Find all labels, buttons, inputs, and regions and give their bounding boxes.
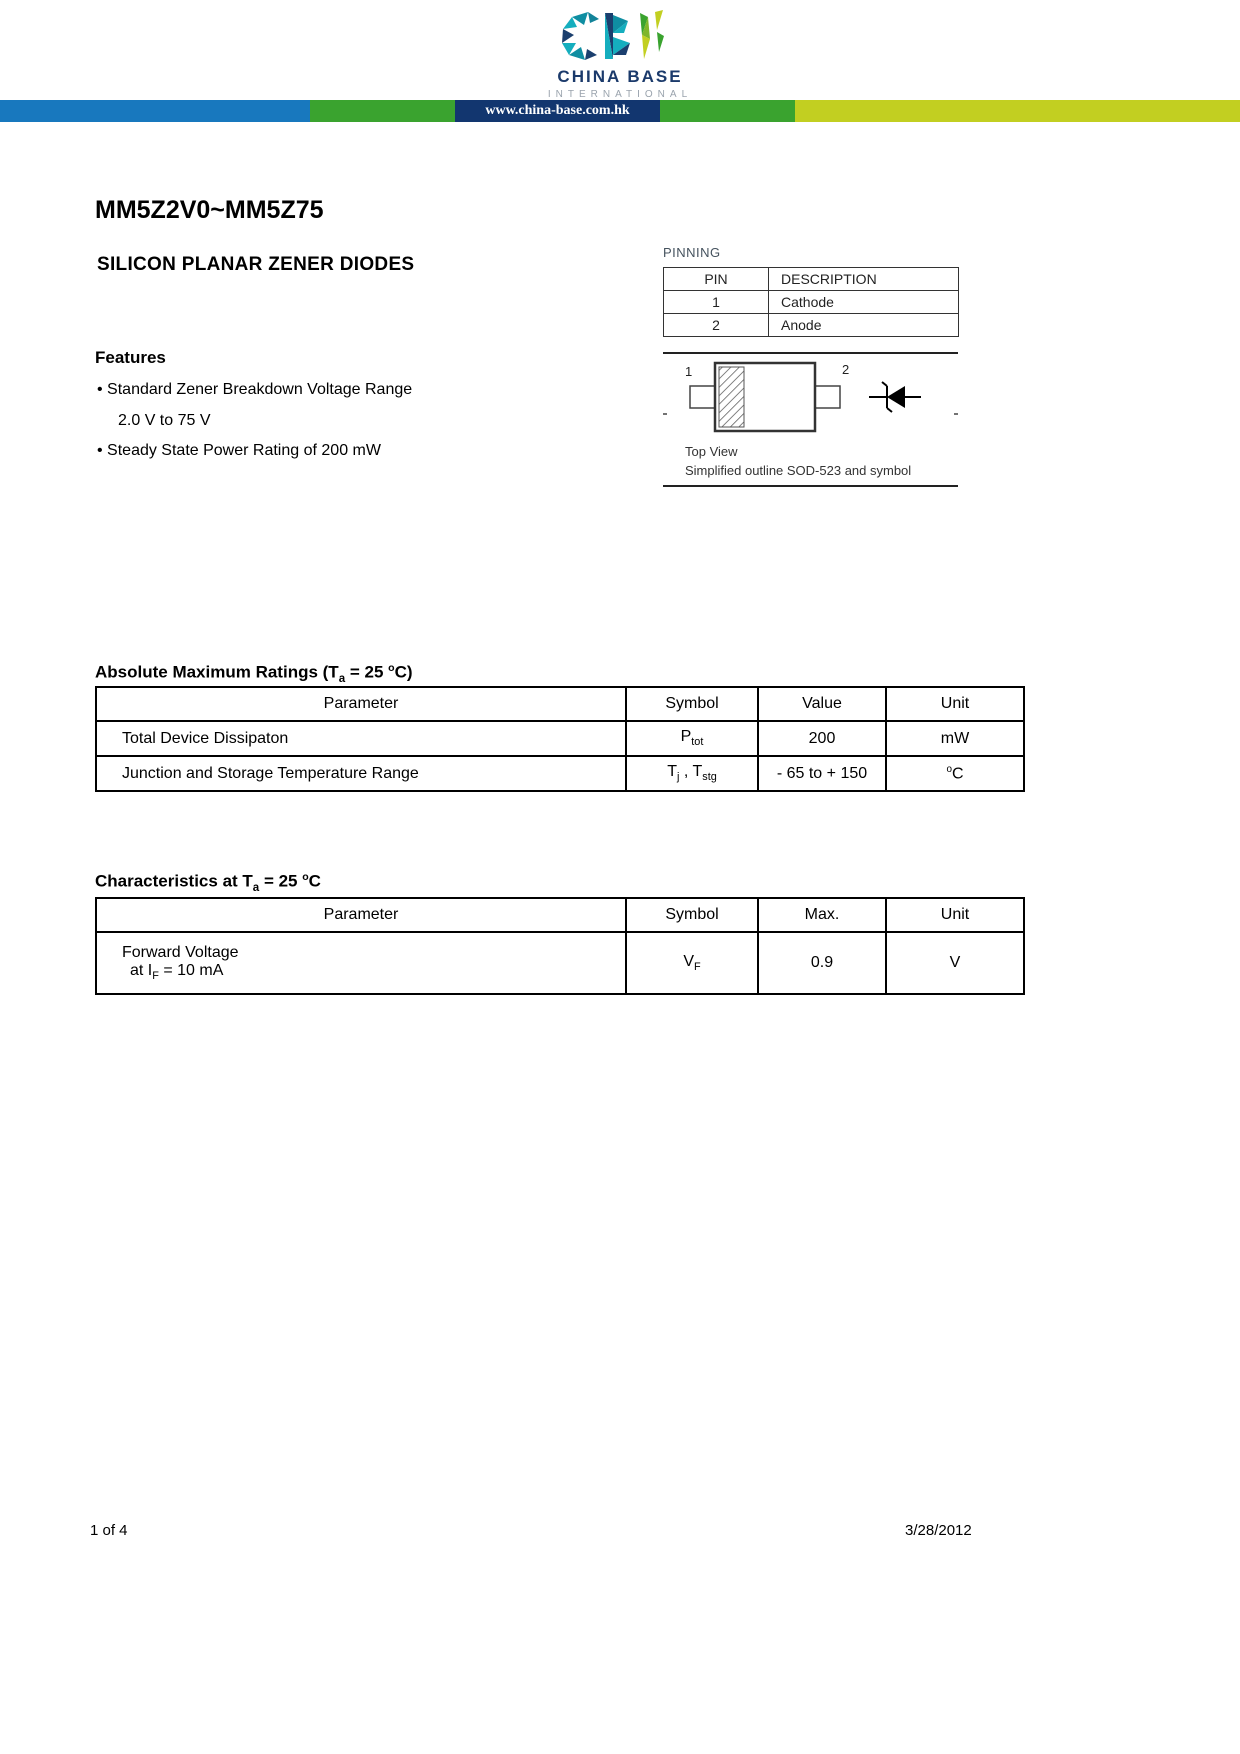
column-header-unit: Unit	[886, 687, 1024, 721]
table-header-row	[96, 898, 1024, 932]
column-header-symbol: Symbol	[626, 898, 758, 932]
brand-name: CHINA BASE	[557, 67, 683, 86]
parameter-line1: Forward Voltage	[122, 943, 239, 961]
header-color-bar	[0, 100, 1240, 122]
pin-number-cell: 1	[664, 291, 769, 314]
website-text: www.china-base.com.hk	[455, 100, 660, 122]
lead-pin1	[690, 386, 715, 408]
unit-cell: $^o$C	[886, 756, 1024, 791]
table-row	[664, 314, 959, 337]
zener-diode-symbol-icon	[869, 382, 921, 412]
pin-number-cell: 2	[664, 314, 769, 337]
package-caption: Simplified outline SOD-523 and symbol	[685, 463, 912, 478]
lead-pin2	[815, 386, 840, 408]
column-header-parameter: Parameter	[96, 898, 626, 932]
page-number: 1 of 4	[90, 1522, 128, 1539]
parameter-cell	[96, 932, 626, 994]
brand-subtitle: INTERNATIONAL	[547, 89, 693, 100]
cathode-band	[719, 367, 744, 427]
pin-column-header: PIN	[664, 268, 769, 291]
header	[0, 10, 1240, 100]
parameter-line2: at $I_F = 10$ mA	[130, 961, 224, 983]
pinning-table	[663, 267, 959, 337]
table-row	[96, 932, 1024, 994]
absolute-maximum-ratings-table	[95, 686, 1025, 792]
column-header-symbol: Symbol	[626, 687, 758, 721]
divider	[663, 485, 958, 487]
description-column-header: DESCRIPTION	[769, 268, 959, 291]
table-row	[96, 756, 1024, 791]
symbol-cell: $V_F$	[626, 932, 758, 994]
feature-item: • Standard Zener Breakdown Voltage Range	[97, 381, 413, 398]
page-subtitle: SILICON PLANAR ZENER DIODES	[97, 254, 415, 275]
unit-cell: mW	[886, 721, 1024, 756]
pin-description-cell: Cathode	[769, 291, 959, 314]
top-view-label: Top View	[685, 444, 738, 459]
bar-segment-blue	[0, 100, 310, 122]
package-outline-diagram	[663, 358, 958, 444]
symbol-cell: $P_{tot}$	[626, 721, 758, 756]
pin1-label: 1	[685, 364, 693, 379]
parameter-cell: Junction and Storage Temperature Range	[96, 756, 626, 791]
pin-description-cell: Anode	[769, 314, 959, 337]
column-header-value: Value	[758, 687, 886, 721]
column-header-max: Max.	[758, 898, 886, 932]
characteristics-table	[95, 897, 1025, 995]
page-title: MM5Z2V0~MM5Z75	[95, 196, 324, 224]
column-header-parameter: Parameter	[96, 687, 626, 721]
bar-segment-yellow	[795, 100, 1240, 122]
unit-cell: V	[886, 932, 1024, 994]
symbol-cell: $T_j$ , $T_{stg}$	[626, 756, 758, 791]
pin2-label: 2	[842, 362, 850, 377]
value-cell: 200	[758, 721, 886, 756]
feature-item-continued: 2.0 V to 75 V	[118, 412, 211, 429]
max-cell: 0.9	[758, 932, 886, 994]
cbi-logo-icon	[560, 10, 680, 64]
characteristics-section-title: Characteristics at $T_a = 25$ $^o$C	[95, 871, 321, 895]
pinning-header-row	[664, 268, 959, 291]
features-heading: Features	[95, 348, 166, 367]
column-header-unit: Unit	[886, 898, 1024, 932]
document-date: 3/28/2012	[905, 1522, 972, 1539]
pinning-label: PINNING	[663, 245, 721, 260]
parameter-cell: Total Device Dissipaton	[96, 721, 626, 756]
value-cell: - 65 to + 150	[758, 756, 886, 791]
table-header-row	[96, 687, 1024, 721]
divider	[663, 352, 958, 354]
table-row	[664, 291, 959, 314]
feature-item: • Steady State Power Rating of 200 mW	[97, 442, 381, 459]
table-row	[96, 721, 1024, 756]
amr-section-title: Absolute Maximum Ratings ($T_a = 25$ $^o$C)	[95, 662, 413, 686]
